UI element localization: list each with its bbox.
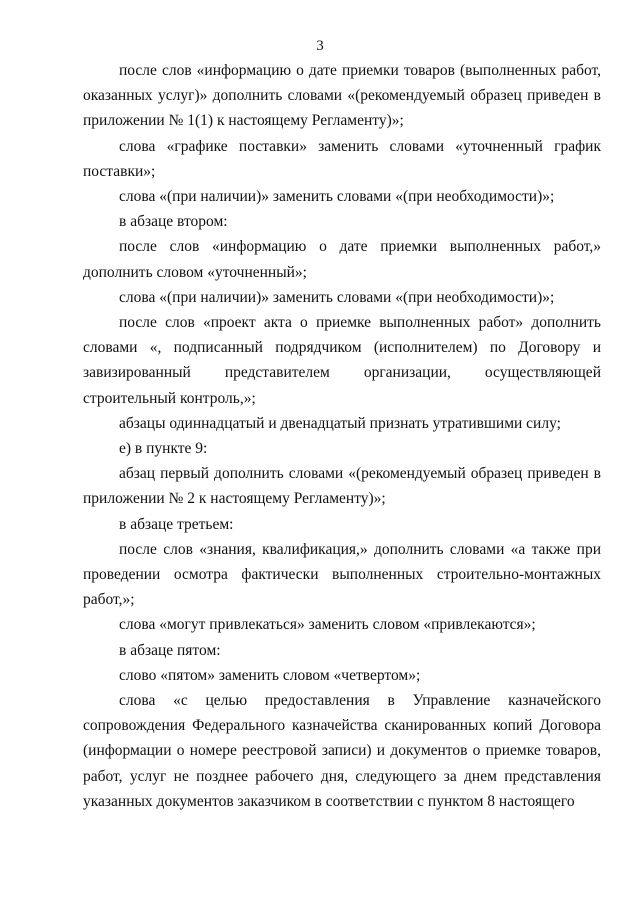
page-number: 3: [316, 38, 324, 54]
document-body: [83, 58, 601, 814]
paragraph: в абзаце втором:: [119, 213, 228, 231]
paragraph: слово «пятом» заменить словом «четвертом»;: [119, 666, 421, 684]
paragraph: после слов «информацию о дате приемки товаров (выполненных работ, оказанных услуг)» дополнить словами «(рекомендуемый образец приведен в приложении № 1(1) к настоящему Регламенту)»;: [83, 62, 601, 130]
paragraph: слова «графике поставки» заменить словами «уточненный график поставки»;: [83, 137, 601, 180]
paragraph: абзацы одиннадцатый и двенадцатый признать утратившими силу;: [119, 414, 561, 432]
paragraph: после слов «проект акта о приемке выполненных работ» дополнить словами «, подписанный подрядчиком (исполнителем) по Договору и завизированный представителем организации, осуществляющей строительный контроль,»;: [83, 314, 601, 407]
paragraph: после слов «знания, квалификация,» дополнить словами «а также при проведении осмотра фактически выполненных строительно-монтажных работ,»;: [83, 540, 601, 609]
paragraph: в абзаце третьем:: [119, 515, 234, 533]
paragraph: слова «с целью предоставления в Управление казначейского сопровождения Федерального казначейства сканированных копий Договора (информации о номере реестровой записи) и документов о приемке товаров, работ, услуг не позднее рабочего дня, следующего за днем представления указанных документов заказчиком в соответствии с пунктом 8 настоящего: [83, 692, 601, 810]
paragraph: слова «(при наличии)» заменить словами «(при необходимости)»;: [119, 188, 555, 206]
paragraph: абзац первый дополнить словами «(рекомендуемый образец приведен в приложении № 2 к настоящему Регламенту)»;: [83, 465, 601, 508]
paragraph: слова «могут привлекаться» заменить словом «привлекаются»;: [119, 616, 536, 634]
paragraph: после слов «информацию о дате приемки выполненных работ,» дополнить словом «уточненный»;: [83, 238, 601, 281]
paragraph: слова «(при наличии)» заменить словами «(при необходимости)»;: [119, 288, 555, 306]
paragraph: в абзаце пятом:: [119, 641, 221, 659]
paragraph: е) в пункте 9:: [119, 440, 208, 458]
